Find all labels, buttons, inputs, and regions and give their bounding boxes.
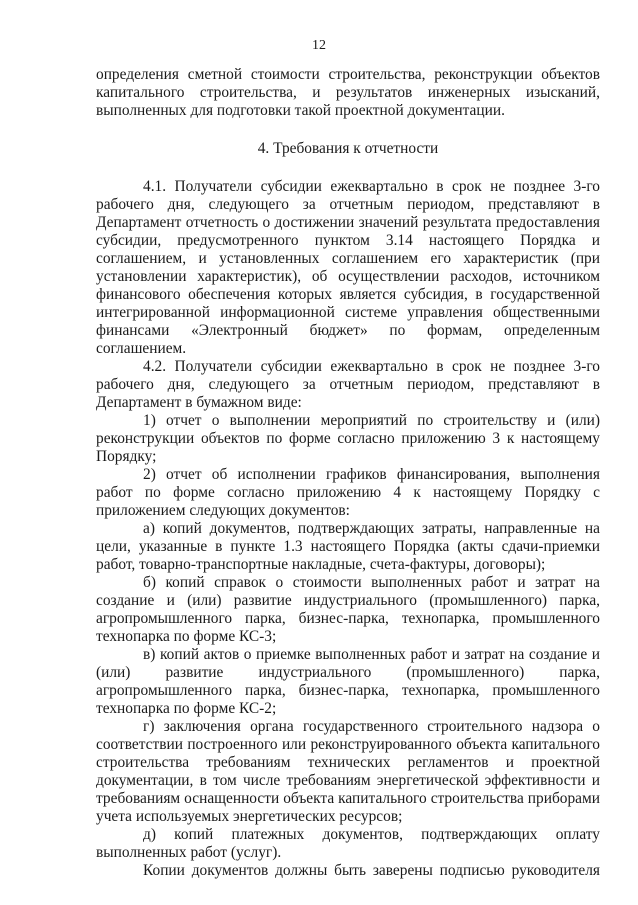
paragraph-copies: Копии документов должны быть заверены подписью руководителя xyxy=(143,862,600,879)
document-body xyxy=(96,66,600,880)
list-item-a: а) копий документов, подтверждающих затраты, направленные на цели, указанные в пункте 1.3 настоящего Порядка (акты сдачи-приемки работ, товарно-транспортные накладные, счета-фактуры, договоры); xyxy=(96,520,600,573)
paragraph-4-1: 4.1. Получатели субсидии ежеквартально в срок не позднее 3-го рабочего дня, следующего за отчетным периодом, представляют в Департамент отчетность о достижении значений результата предоставления субсидии, предусмотренного пунктом 3.14 настоящего Порядка и соглашением, и установленных соглашением его характеристик (при установлении характеристик), об осуществлении расходов, источником финансового обеспечения которых является субсидия, в государственной интегрированной информационной системе управления общественными финансами «Электронный бюджет» по формам, определенным соглашением. xyxy=(96,178,600,357)
list-item-2: 2) отчет об исполнении графиков финансирования, выполнения работ по форме согласно приложению 4 к настоящему Порядку с приложением следующих документов: xyxy=(96,466,600,519)
list-item-1: 1) отчет о выполнении мероприятий по строительству и (или) реконструкции объектов по форме согласно приложению 3 к настоящему Порядку; xyxy=(96,412,600,465)
paragraph-continuation: определения сметной стоимости строительства, реконструкции объектов капитального строительства, и результатов инженерных изысканий, выполненных для подготовки такой проектной документации. xyxy=(96,66,600,119)
list-item-b: б) копий справок о стоимости выполненных работ и затрат на создание и (или) развитие индустриального (промышленного) парка, агропромышленного парка, бизнес-парка, технопарка, промышленного технопарка по форме КС-3; xyxy=(96,574,600,645)
page-number: 12 xyxy=(312,38,326,53)
list-item-d: д) копий платежных документов, подтверждающих оплату выполненных работ (услуг). xyxy=(96,826,600,861)
section-title: 4. Требования к отчетности xyxy=(257,140,439,157)
paragraph-4-2: 4.2. Получатели субсидии ежеквартально в срок не позднее 3-го рабочего дня, следующего за отчетным периодом, представляют в Департамент в бумажном виде: xyxy=(96,358,600,411)
list-item-g: г) заключения органа государственного строительного надзора о соответствии построенного или реконструированного объекта капитального строительства требованиям технических регламентов и проектной документации, в том числе требованиям энергетической эффективности и требованиям оснащенности объекта капитального строительства приборами учета используемых энергетических ресурсов; xyxy=(96,718,600,825)
list-item-v: в) копий актов о приемке выполненных работ и затрат на создание и (или) развитие индустриального (промышленного) парка, агропромышленного парка, бизнес-парка, технопарка, промышленного технопарка по форме КС-2; xyxy=(96,646,600,717)
